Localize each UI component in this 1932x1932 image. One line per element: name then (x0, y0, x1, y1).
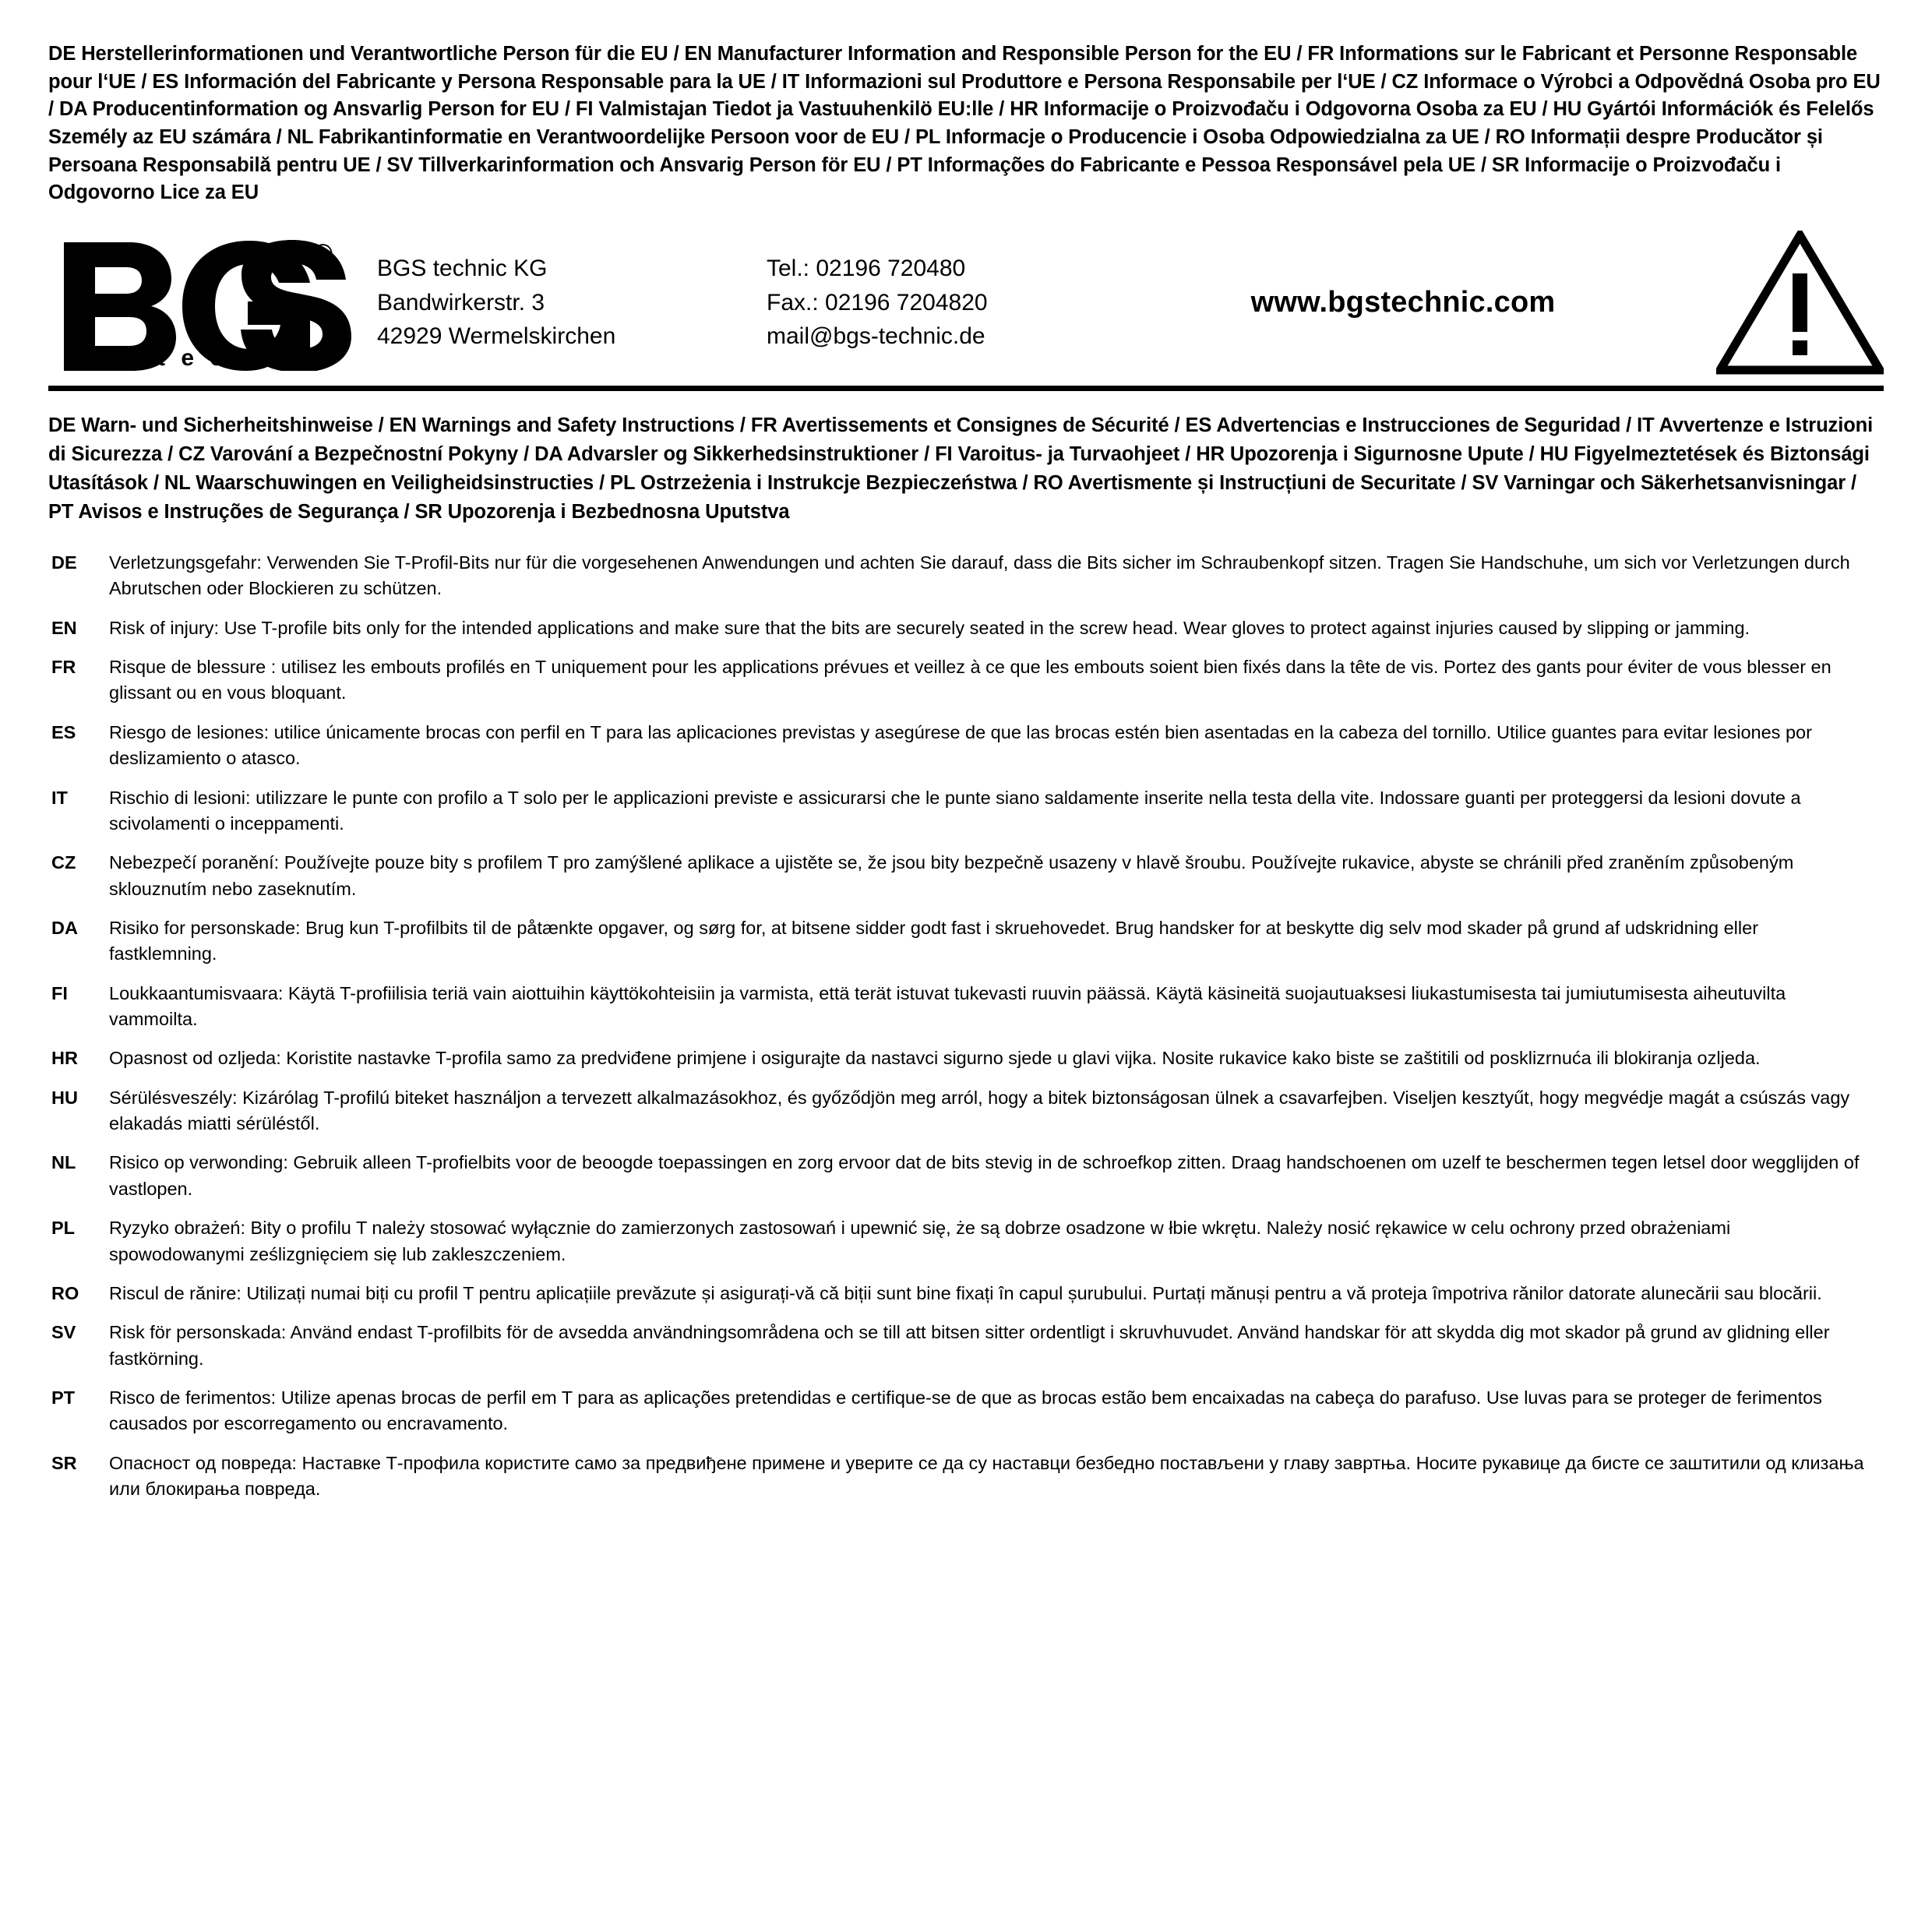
company-street: Bandwirkerstr. 3 (377, 289, 545, 316)
language-code: NL (51, 1152, 76, 1173)
warning-text: Опасност од повреда: Наставке Т-профила користите само за предвиђене примене и уверите се да су наставци безбедно постављени у главу завртња. Носите рукавице да бисте се заштитили од клизања или блокирања повреда. (109, 1452, 1864, 1500)
warning-text: Risico op verwonding: Gebruik alleen T-profielbits voor de beoogde toepassingen en zorg ervoor dat de bits stevig in de schroefkop zitten. Draag handschoenen om uzelf te beschermen tegen letsel door wegglijden of vastlopen. (109, 1152, 1860, 1199)
warning-text: Loukkaantumisvaara: Käytä T-profiilisia teriä vain aiottuihin käyttökohteisiin ja varmista, että terät istuvat tukevasti ruuvin päässä. Käytä käsineitä suojautuaksesi liukastumisesta tai jumiutumisesta aiheutuvilta vammoilta. (109, 982, 1786, 1030)
list-item (48, 850, 1884, 902)
language-code: IT (51, 787, 68, 808)
warning-text: Opasnost od ozljeda: Koristite nastavke T-profila samo za predviđene primjene i osigurajte da nastavci sigurno sjede u glavi vijka. Nosite rukavice kako biste se zaštitili od posklizrnuća ili blokiranja ozljeda. (109, 1048, 1761, 1069)
list-item (48, 1215, 1884, 1267)
list-item (48, 550, 1884, 602)
language-code: HU (51, 1087, 78, 1108)
language-code: CZ (51, 852, 76, 873)
list-item (48, 1281, 1884, 1306)
company-name: BGS technic KG (377, 256, 548, 282)
warning-text: Risco de ferimentos: Utilize apenas brocas de perfil em T para as aplicações pretendidas e certifique-se de que as brocas estão bem encaixadas na cabeça do parafuso. Use luvas para se proteger de ferimentos causados por escorregamento ou encravamento. (109, 1387, 1822, 1434)
warning-text: Risk of injury: Use T-profile bits only for the intended applications and make sure that the bits are securely seated in the screw head. Wear gloves to protect against injuries caused by slipping or jamming. (109, 617, 1750, 638)
warning-triangle-icon (1697, 231, 1884, 375)
list-item (48, 1451, 1884, 1503)
language-code: DE (51, 552, 77, 573)
list-item (48, 1085, 1884, 1137)
list-item (48, 785, 1884, 837)
language-code: FR (51, 657, 76, 678)
warning-text: Sérülésveszély: Kizárólag T-profilú biteket használjon a tervezett alkalmazásokhoz, és győződjön meg arról, hogy a bitek biztonságosan ülnek a csavarfejben. Viseljen kesztyűt, hogy megvédje magát a csúszás vagy elakadás miatti sérüléstől. (109, 1087, 1850, 1134)
list-item (48, 981, 1884, 1033)
bgs-logo (48, 234, 369, 371)
company-contact (767, 252, 1109, 354)
list-item (48, 1385, 1884, 1437)
language-code: DA (51, 917, 78, 938)
language-code: FI (51, 982, 68, 1003)
list-item (48, 1150, 1884, 1202)
company-website[interactable]: www.bgstechnic.com (1250, 286, 1556, 319)
language-code: SV (51, 1322, 76, 1343)
bgs-logo-svg (58, 234, 361, 371)
logo-technic-text: t e c h n i c (157, 345, 340, 372)
list-item (48, 1045, 1884, 1071)
warnings-list (48, 550, 1884, 1502)
manufacturer-info-heading: DE Herstellerinformationen und Verantwortliche Person für die EU / EN Manufacturer Information and Responsible Person for the EU / FR Informations sur le Fabricant et Personne Responsable pour l‘UE / ES Información del Fabricante y Persona Responsable para la UE / IT Informazioni sul Produttore e Persona Responsabile per l‘UE / CZ Informace o Výrobci a Odpovědná Osoba pro EU / DA Producentinformation og Ansvarlig Person for EU / FI Valmistajan Tiedot ja Vastuuhenkilö EU:lle / HR Informacije o Proizvođaču i Odgovorna Osoba za EU / HU Gyártói Információk és Felelős Személy az EU számára / NL Fabrikantinformatie en Verantwoordelijke Persoon voor de EU / PL Informacje o Producencie i Osoba Odpowiedzialna za UE / RO Informații despre Producător și Persoana Responsabilă pentru UE / SV Tillverkarinformation och Ansvarig Person för EU / PT Informações do Fabricante e Pessoa Responsável pela UE / SR Informacije o Proizvođaču i Odgovorno Lice za EU (48, 43, 1881, 204)
warning-text: Risiko for personskade: Brug kun T-profilbits til de påtænkte opgaver, og sørg for, at bitsene sidder godt fast i skruehovedet. Brug handsker for at beskytte dig selv mod skader på grund af udskridning eller fastklemning. (109, 917, 1759, 964)
company-address (369, 252, 767, 354)
language-code: HR (51, 1048, 78, 1069)
warning-text: Nebezpečí poranění: Používejte pouze bity s profilem T pro zamýšlené aplikace a ujistěte se, že jsou bity bezpečně usazeny v hlavě šroubu. Používejte rukavice, abyste se chránili před zraněním způsobeným sklouznutím nebo zaseknutím. (109, 852, 1794, 899)
list-item (48, 720, 1884, 772)
warning-text: Risk för personskada: Använd endast T-profilbits för de avsedda användningsområdena och se till att bitsen sitter ordentligt i skruvhuvudet. Använd handskar för att skydda dig mot skador på grund av glidning eller fastkörning. (109, 1322, 1830, 1369)
company-city: 42929 Wermelskirchen (377, 323, 616, 350)
warning-text: Verletzungsgefahr: Verwenden Sie T-Profil-Bits nur für die vorgesehenen Anwendungen und achten Sie darauf, dass die Bits sicher im Schraubenkopf sitzen. Tragen Sie Handschuhe, um sich vor Verletzungen durch Abrutschen oder Blockieren zu schützen. (109, 552, 1850, 599)
company-phone: Tel.: 02196 720480 (767, 256, 966, 282)
language-code: SR (51, 1452, 77, 1473)
list-item (48, 615, 1884, 641)
language-code: PT (51, 1387, 76, 1408)
language-code: PL (51, 1218, 76, 1239)
list-item (48, 915, 1884, 968)
warning-text: Risque de blessure : utilisez les embouts profilés en T uniquement pour les applications prévues et veillez à ce que les embouts soient bien fixés dans la tête de vis. Portez des gants pour éviter de vous blesser en glissant ou en vous bloquant. (109, 657, 1832, 703)
language-code: ES (51, 721, 76, 742)
warning-text: Rischio di lesioni: utilizzare le punte con profilo a T solo per le applicazioni previste e assicurarsi che le punte siano saldamente inserite nella testa della vite. Indossare guanti per proteggersi da lesioni dovute a scivolamenti o inceppamenti. (109, 787, 1801, 834)
language-code: EN (51, 617, 77, 638)
warning-text: Riesgo de lesiones: utilice únicamente brocas con perfil en T para las aplicaciones previstas y asegúrese de que las brocas estén bien asentadas en la cabeza del tornillo. Utilice guantes para evitar lesiones por deslizamiento o atasco. (109, 721, 1812, 769)
warning-text: Riscul de rănire: Utilizați numai biți cu profil T pentru aplicațiile prevăzute și asigurați-vă că biții sunt bine fixați în capul șurubului. Purtați mănuși pentru a vă proteja împotriva rănilor datorate alunecării sau blocării. (109, 1282, 1822, 1303)
list-item (48, 1320, 1884, 1372)
language-code: RO (51, 1282, 79, 1303)
company-email[interactable]: mail@bgs-technic.de (767, 323, 985, 350)
logo-registered-mark: ® (313, 239, 333, 270)
list-item (48, 654, 1884, 707)
warning-text: Ryzyko obrażeń: Bity o profilu T należy stosować wyłącznie do zamierzonych zastosowań i upewnić się, że są dobrze osadzone w łbie wkrętu. Należy nosić rękawice w celu ochrony przed obrażeniami spowodowanymi ześlizgnięciem się lub zakleszczeniem. (109, 1218, 1731, 1264)
safety-section-heading: DE Warn- und Sicherheitshinweise / EN Warnings and Safety Instructions / FR Avertissements et Consignes de Sécurité / ES Advertencias e Instrucciones de Seguridad / IT Avvertenze e Istruzioni di Sicurezza / CZ Varování a Bezpečnostní Pokyny / DA Advarsler og Sikkerhedsinstruktioner / FI Varoitus- ja Turvaohjeet / HR Upozorenja i Sigurnosne Upute / HU Figyelmeztetések és Biztonsági Utasítások / NL Waarschuwingen en Veiligheidsinstructies / PL Ostrzeżenia i Instrukcje Bezpieczeństwa / RO Avertismente și Instrucțiuni de Securitate / SV Varningar och Säkerhetsanvisningar / PT Avisos e Instruções de Segurança / SR Upozorenja i Bezbednosna Uputstva (48, 414, 1874, 524)
warning-triangle-svg (1716, 231, 1884, 375)
company-header (48, 224, 1884, 391)
company-fax: Fax.: 02196 7204820 (767, 289, 988, 316)
